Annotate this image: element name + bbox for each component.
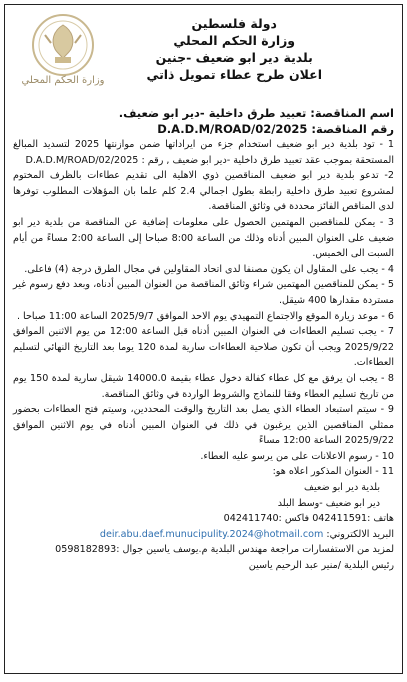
- phone-fax-line: هاتف :042411591 فاكس :042411740: [223, 513, 394, 525]
- clause-9: 9 - سيتم استبعاد العطاء الذي يصل بعد التاريخ والوقت المحددين، وسيتم فتح العطاءات بحضور ممثلي المناقصين الذين يرغبون في ذلك في العنوان المبين أدناه في يوم الاثنين الموافق 2025/9/22 الساعة 12:00 مساءً: [13, 404, 394, 447]
- clause-2: 2- تدعو بلدية دير ابو ضعيف المناقصين ذوي الاهلية الى تقديم عطاءات بالظرف المختوم لمشروع تعبيد طرق داخلية رابطة بطول اجمالي 2.4 كلم علما بان المؤهلات المطلوب توفرها لدى المناقص الفائز محددة في وثائق المناقصة.: [13, 170, 395, 213]
- government-header: [146, 15, 322, 83]
- advertisement-page: [4, 4, 403, 674]
- ministry-emblem-icon: [31, 13, 95, 77]
- header: [5, 5, 402, 105]
- clause-3: 3 - يمكن للمناقصين المهتمين الحصول على معلومات إضافية عن المناقصة من بلدية دير ابو ضعيف على العنوان المبين أدناه وذلك من الساعة 8:00 صباحا إلى الساعة 2:00 مساءً من أيام السبت الى الخميس.: [13, 216, 394, 260]
- email-label: البريد الالكتروني:: [326, 528, 394, 540]
- clause-6: 6 - موعد زيارة الموقع والاجتماع التمهيدي يوم الاحد الموافق 2025/9/7 الساعة 11:00 صباحا .: [16, 310, 394, 322]
- clause-8: 8 - يجب ان يرفق مع كل عطاء كفالة دخول عطاء بقيمة 14000.0 شيقل سارية لمدة 150 يوم من تاريخ تسليم العطاء وفقا للنماذج والشروط الواردة في وثائق المناقصة.: [13, 372, 394, 400]
- email-link[interactable]: deir.abu.daef.munucipulity.2024@hotmail.com: [99, 528, 324, 540]
- clause-1: 1 - تود بلدية دير ابو ضعيف استخدام جزء من ايراداتها ضمن موازنتها 2025 لتسديد المبالغ المستحقة بموجب عقد تعبيد طرق داخلية -دير ابو ضعيف , رقم : D.A.D.M/ROAD/02/2025: [13, 139, 394, 166]
- tender-info: [5, 105, 402, 137]
- clause-10: 10 - رسوم الاعلانات على من يرسو عليه العطاء.: [200, 450, 394, 462]
- email-line: [13, 527, 394, 543]
- ministry-line: وزارة الحكم المحلي: [173, 33, 296, 48]
- clause-4: 4 - يجب على المقاول ان يكون مصنفا لدى اتحاد المقاولين في مجال الطرق درجة (4) فاعلى.: [24, 263, 394, 275]
- address-line-2: دير ابو ضعيف -وسط البلد: [277, 497, 380, 509]
- announcement-title: اعلان طرح عطاء تمويل ذاتي: [146, 67, 322, 82]
- logo-caption: وزارة الحكم المحلي: [21, 75, 105, 86]
- clause-5: 5 - يمكن للمناقصين المهتمين شراء وثائق المناقصة من العنوان المبين أدناه، وبعد دفع رسوم غير مستردة مقدارها 400 شيقل.: [13, 279, 394, 306]
- ministry-logo: [13, 13, 113, 93]
- tender-number: رقم المناقصة: D.A.D.M/ROAD/02/2025: [157, 122, 394, 136]
- clause-7: 7 - يجب تسليم العطاءات في العنوان المبين أدناه قبل الساعة 12:00 من يوم الاثنين الموافق 2025/9/22 ويجب أن تكون صلاحية العطاءات سارية لمدة 120 يوما بعد التاريخ النهائي لتسليم العطاءات.: [13, 326, 394, 369]
- address-line-1: بلدية دير ابو ضعيف: [304, 482, 380, 494]
- tender-name: اسم المناقصة: تعبيد طرق داخلية -دير ابو ضعيف.: [118, 106, 394, 120]
- municipality-line: بلدية دير ابو ضعيف -جنين: [155, 50, 313, 65]
- announcement-body: [5, 137, 402, 574]
- clause-11: 11 - العنوان المذكور اعلاه هو:: [272, 466, 394, 478]
- signature-line: رئيس البلدية /منير عبد الرحيم ياسين: [248, 560, 394, 572]
- inquiry-line: لمزيد من الاستفسارات مراجعة مهندس البلدية م.يوسف ياسين جوال :0598182893: [55, 544, 394, 556]
- state-line: دولة فلسطين: [191, 16, 277, 31]
